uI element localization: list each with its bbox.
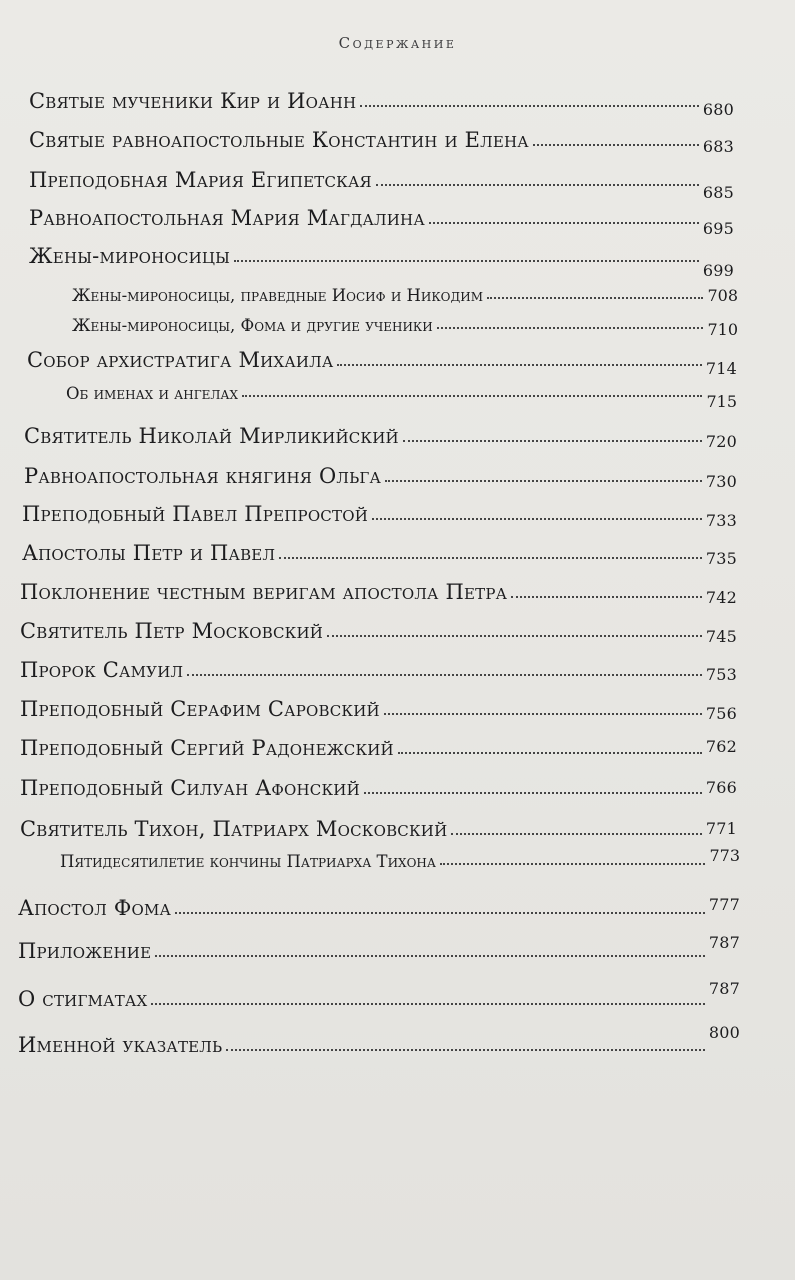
toc-entry-page: 777 <box>708 895 740 914</box>
toc-entry-page: 766 <box>705 778 737 797</box>
toc-entry[interactable] <box>29 244 734 280</box>
toc-entry-title: Святые мученики Кир и Иоанн <box>29 89 357 113</box>
dot-leader <box>385 480 702 482</box>
toc-entry-page: 699 <box>702 261 734 280</box>
toc-entry-title: Собор архистратига Михаила <box>27 348 334 372</box>
dot-leader <box>226 1049 705 1051</box>
toc-subentry[interactable] <box>60 846 740 871</box>
toc-entry-title: Преподобный Сергий Радонежский <box>20 736 394 760</box>
toc-entry-page: 685 <box>702 183 734 202</box>
toc-entry-title: Равноапостольная княгиня Ольга <box>24 464 382 488</box>
toc-entry[interactable] <box>18 979 740 1011</box>
toc-entry-title: Преподобная Мария Египетская <box>29 168 372 192</box>
toc-entry[interactable] <box>29 206 734 238</box>
dot-leader <box>372 518 702 520</box>
dot-leader <box>403 440 702 442</box>
toc-entry-title: Святитель Тихон, Патриарх Московский <box>20 817 448 841</box>
toc-entry-page: 730 <box>705 472 737 491</box>
dot-leader <box>533 144 699 146</box>
toc-entry-page: 800 <box>708 1023 740 1042</box>
toc-entry[interactable] <box>20 736 737 760</box>
toc-entry-page: 708 <box>707 286 738 305</box>
dot-leader <box>384 713 702 715</box>
dot-leader <box>487 297 703 299</box>
dot-leader <box>187 674 702 676</box>
toc-entry[interactable] <box>29 128 734 156</box>
dot-leader <box>398 752 702 754</box>
toc-entry-page: 787 <box>708 979 740 998</box>
toc-entry-page: 773 <box>709 846 740 865</box>
dot-leader <box>360 105 699 107</box>
toc-entry[interactable] <box>18 896 740 920</box>
dot-leader <box>279 557 702 559</box>
toc-entry-title: Приложение <box>18 939 152 963</box>
toc-entry-page: 735 <box>705 549 737 568</box>
toc-entry-page: 710 <box>707 320 738 339</box>
toc-entry-title: Святитель Петр Московский <box>20 619 324 643</box>
toc-entry[interactable] <box>29 168 734 202</box>
toc-entry-title: Святитель Николай Мирликийский <box>24 424 399 448</box>
toc-entry-page: 762 <box>705 737 737 756</box>
dot-leader <box>440 863 705 865</box>
toc-entry-page: 771 <box>705 819 737 838</box>
toc-entry-page: 715 <box>706 392 737 411</box>
dot-leader <box>376 184 699 186</box>
toc-entry-title: Жены-мироносицы <box>29 244 231 268</box>
toc-entry-title: Об именах и ангелах <box>66 384 239 403</box>
dot-leader <box>364 792 702 794</box>
toc-entry[interactable] <box>22 541 737 568</box>
toc-entry[interactable] <box>20 580 737 607</box>
toc-entry-title: Святые равноапостольные Константин и Елена <box>29 128 529 152</box>
page-title: Содержание <box>338 34 457 52</box>
toc-entry[interactable] <box>20 619 737 646</box>
dot-leader <box>151 1003 705 1005</box>
toc-entry-page: 742 <box>705 588 737 607</box>
toc-entry-title: Жены-мироносицы, праведные Иосиф и Никодим <box>72 286 484 305</box>
toc-entry[interactable] <box>18 933 740 963</box>
toc-entry-title: Равноапостольная Мария Магдалина <box>29 206 425 230</box>
dot-leader <box>234 260 699 262</box>
dot-leader <box>451 833 702 835</box>
toc-entry[interactable] <box>24 424 737 451</box>
dot-leader <box>337 364 701 366</box>
toc-entry-title: Жены-мироносицы, Фома и другие ученики <box>72 316 433 335</box>
toc-entry-title: Преподобный Силуан Афонский <box>20 776 360 800</box>
toc-entry-page: 756 <box>705 704 737 723</box>
dot-leader <box>327 635 702 637</box>
toc-entry[interactable] <box>18 1023 740 1057</box>
toc-entry[interactable] <box>29 89 734 119</box>
toc-entry-title: Пророк Самуил <box>20 658 184 682</box>
toc-entry-title: Пятидесятилетие кончины Патриарха Тихона <box>60 852 436 871</box>
toc-entry-page: 745 <box>705 627 737 646</box>
toc-entry-page: 720 <box>705 432 737 451</box>
toc-entry-page: 753 <box>705 665 737 684</box>
toc-entry-title: Преподобный Серафим Саровский <box>20 697 380 721</box>
toc-subentry[interactable] <box>72 316 738 339</box>
toc-entry-page: 714 <box>705 359 737 378</box>
toc-entry[interactable] <box>22 502 737 530</box>
dot-leader <box>242 395 702 397</box>
toc-entry[interactable] <box>20 817 737 841</box>
dot-leader <box>429 222 699 224</box>
dot-leader <box>175 912 705 914</box>
toc-subentry[interactable] <box>72 286 738 305</box>
toc-entry-title: Именной указатель <box>18 1033 223 1057</box>
toc-entry-page: 787 <box>708 933 740 952</box>
dot-leader <box>511 596 702 598</box>
dot-leader <box>155 955 705 957</box>
toc-entry-page: 733 <box>705 511 737 530</box>
toc-entry-page: 695 <box>702 219 734 238</box>
toc-entry-title: О стигматах <box>18 987 148 1011</box>
toc-entry-title: Апостол Фома <box>18 896 172 920</box>
toc-entry[interactable] <box>24 464 737 491</box>
toc-entry-page: 683 <box>702 137 734 156</box>
toc-entry[interactable] <box>20 658 737 682</box>
toc-entry-title: Апостолы Петр и Павел <box>22 541 276 565</box>
toc-entry[interactable] <box>20 776 737 800</box>
toc-entry[interactable] <box>27 348 737 378</box>
toc-subentry[interactable] <box>66 384 737 411</box>
toc-entry-title: Преподобный Павел Препростой <box>22 502 368 526</box>
toc-entry-title: Поклонение честным веригам апостола Петра <box>20 580 508 604</box>
toc-entry[interactable] <box>20 697 737 721</box>
dot-leader <box>437 327 704 329</box>
toc-entry-page: 680 <box>702 100 734 119</box>
